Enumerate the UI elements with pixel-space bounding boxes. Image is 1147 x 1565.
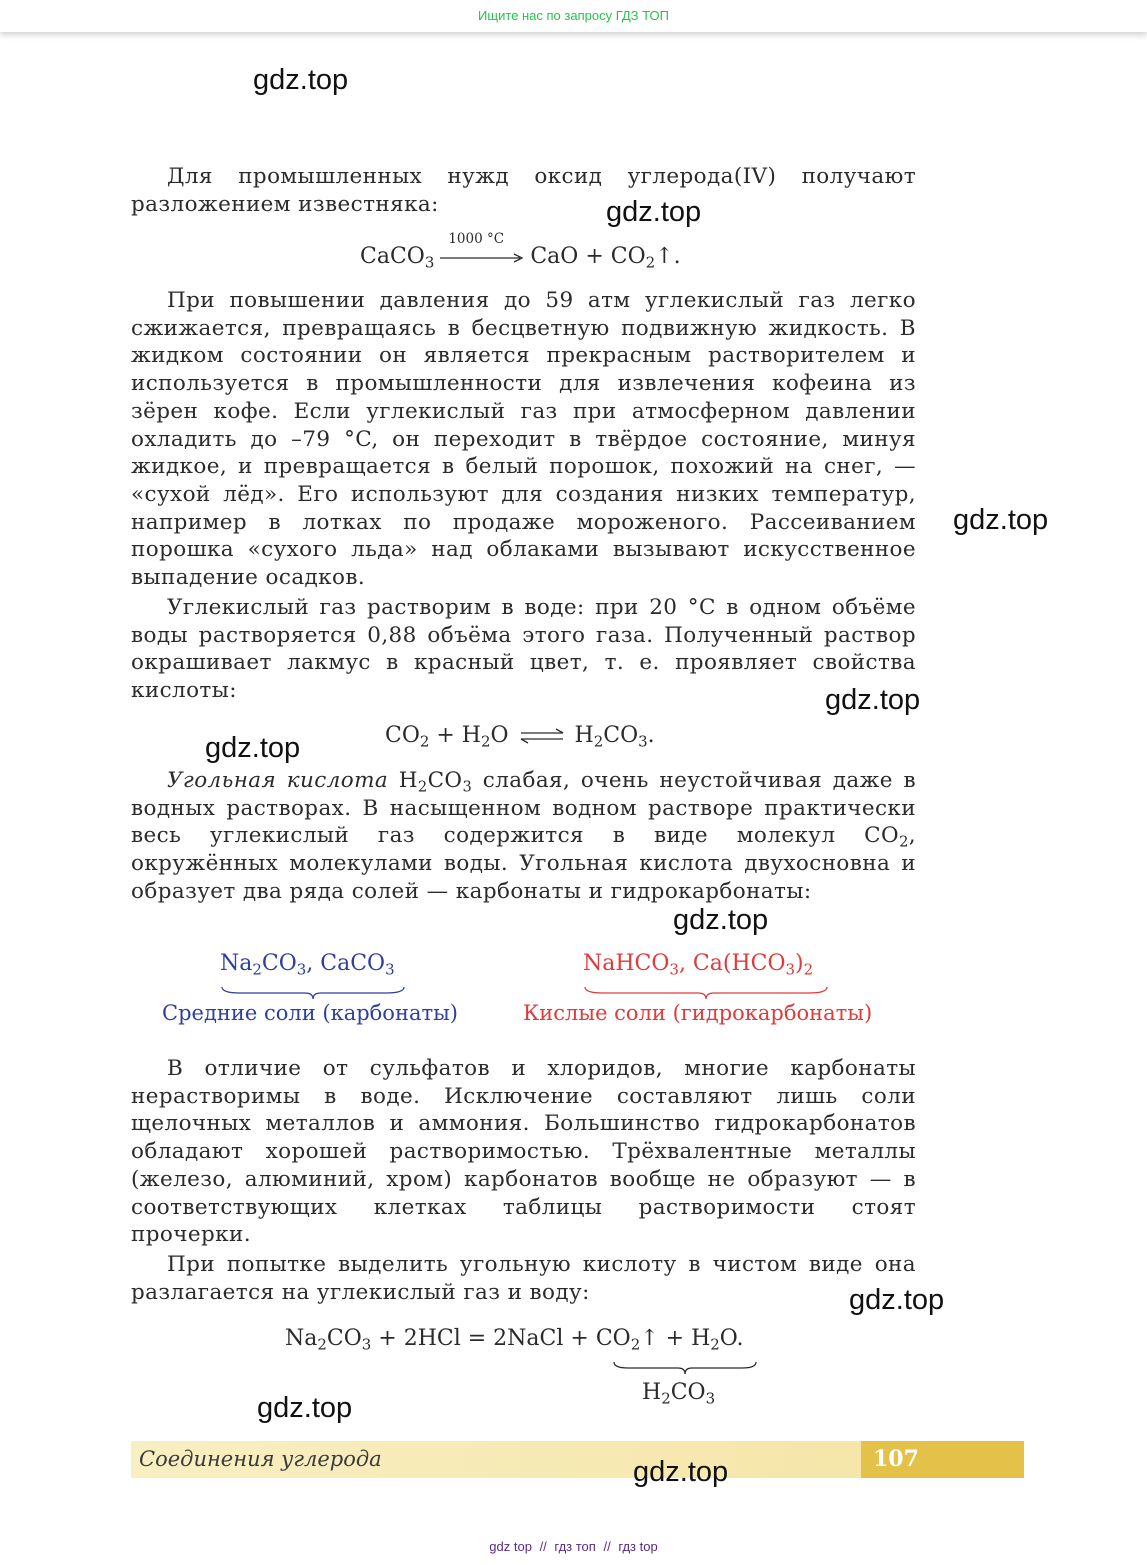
- paragraph-2: [131, 287, 916, 592]
- watermark: gdz.top: [633, 1456, 729, 1488]
- watermark: gdz.top: [257, 1392, 353, 1424]
- watermark: gdz.top: [673, 904, 769, 936]
- paragraph-1-text: Для промышленных нужд оксид углерода(IV) получают разложением известняка:: [131, 164, 916, 217]
- watermark: gdz.top: [825, 684, 921, 716]
- medium-salts-formulas: $Na_2CO_3$, CaCO$_3$: [220, 951, 395, 979]
- paragraph-1: [131, 163, 916, 218]
- footer-section-title: Соединения углерода: [139, 1447, 382, 1471]
- watermark: gdz.top: [606, 196, 702, 228]
- watermark: gdz.top: [953, 504, 1049, 536]
- watermark: gdz.top: [253, 64, 349, 96]
- paragraph-4-part-a: слабая, очень неустойчивая даже в водных растворах. В насыщенном водном растворе практически весь углекислый газ содержится в виде молекул: [131, 768, 916, 849]
- condition-label: 1000 °C: [448, 231, 505, 247]
- watermark: gdz.top: [205, 732, 301, 764]
- paragraph-4-part-b: окружённых молекулами воды. Угольная кислота двухосновна и образует два ряда солей — карбонаты и гидрокарбонаты:: [131, 851, 916, 904]
- equation-carbonic-acid-equilibrium: $CO_2 + H_2O$ $H_2CO_3$.: [385, 723, 655, 751]
- bottom-link-2[interactable]: гдз топ: [554, 1539, 596, 1554]
- brace-medium-salts: [220, 985, 406, 1001]
- equation-sodium-carbonate-hcl: $Na_2CO_3 + 2HCl$ = 2NaCl + $CO_2↑ + H_2O$.: [285, 1326, 744, 1354]
- arrow-with-condition: [440, 231, 524, 267]
- equilibrium-arrows-icon: [519, 728, 565, 744]
- paragraph-5-text: В отличие от сульфатов и хлоридов, многие карбонаты нерастворимы в воде. Исключение составляют лишь соли щелочных металлов и аммония. Большинство гидрокарбонатов обладают хорошей растворимостью. Трёхвалентные металлы (железо, алюминий, хром) карбонатов вообще не образуют — в соответствующих клетках таблицы растворимости стоят прочерки.: [131, 1056, 916, 1248]
- footer-section-band: [131, 1441, 861, 1478]
- paragraph-2-text: При повышении давления до 59 атм углекислый газ легко сжижается, превращаясь в бесцветную подвижную жидкость. В жидком состоянии он является прекрасным растворителем и используется в промышленности для извлечения кофеина из зёрен кофе. Если углекислый газ при атмосферном давлении охладить до –79 °C, он переходит в твёрдое состояние, минуя жидкое, и превращается в белый порошок, похожий на снег, — «сухой лёд». Его используют для создания низких температур, например в лотках по продаже мороженого. Рассеиванием порошка «сухого льда» над облаками вызывают искусственное выпадение осадков.: [131, 288, 916, 591]
- bottom-links: [0, 1539, 1147, 1554]
- paragraph-5: [131, 1055, 916, 1249]
- brace-carbonic-acid: [612, 1360, 758, 1376]
- bottom-link-separator: //: [603, 1539, 611, 1554]
- top-banner-link[interactable]: Ищите нас по запросу ГДЗ ТОП: [478, 8, 669, 23]
- paragraph-4-text: Угольная кислота $H_2CO_3$ слабая, очень неустойчивая даже в водных растворах. В насыщенном водном растворе практически весь углекислый газ содержится в виде молекул $CO_2$, окружённых молекулами воды. Угольная кислота двухосновна и образует два ряда солей — карбонаты и гидрокарбонаты:: [131, 768, 916, 904]
- footer-page-box: [861, 1441, 1024, 1478]
- right-arrow-icon: [440, 253, 524, 263]
- paragraph-3-text: Углекислый газ растворим в воде: при 20 °C в одном объёме воды растворяется 0,88 объёма этого газа. Полученный раствор окрашивает лакмус в красный цвет, т. е. проявляет свойства кислоты:: [131, 595, 916, 704]
- acid-salts-label: Кислые соли (гидрокарбонаты): [523, 1001, 873, 1025]
- term-carbonic-acid: Угольная кислота: [167, 768, 389, 793]
- medium-salts-label: Средние соли (карбонаты): [162, 1001, 458, 1025]
- paragraph-3: [131, 594, 916, 705]
- top-banner-bar: [0, 0, 1147, 32]
- bottom-link-1[interactable]: gdz top: [489, 1539, 532, 1554]
- page-number: 107: [873, 1446, 919, 1472]
- bottom-link-separator: //: [539, 1539, 547, 1554]
- paragraph-4: [131, 767, 916, 906]
- paragraph-6: [131, 1251, 916, 1306]
- equation-limestone-decomposition: CaCO$_3$ 1000 °C CaO + $CO_2↑$.: [360, 231, 681, 272]
- acid-salts-formulas: NaHCO$_3$, $Ca(HCO_3)_2$: [583, 951, 814, 979]
- bottom-link-3[interactable]: гдз top: [618, 1539, 658, 1554]
- brace-acid-salts: [583, 985, 829, 1001]
- paragraph-6-text: При попытке выделить угольную кислоту в чистом виде она разлагается на углекислый газ и воду:: [131, 1252, 916, 1305]
- watermark: gdz.top: [849, 1284, 945, 1316]
- carbonic-acid-formula: $H_2CO_3$: [642, 1380, 716, 1408]
